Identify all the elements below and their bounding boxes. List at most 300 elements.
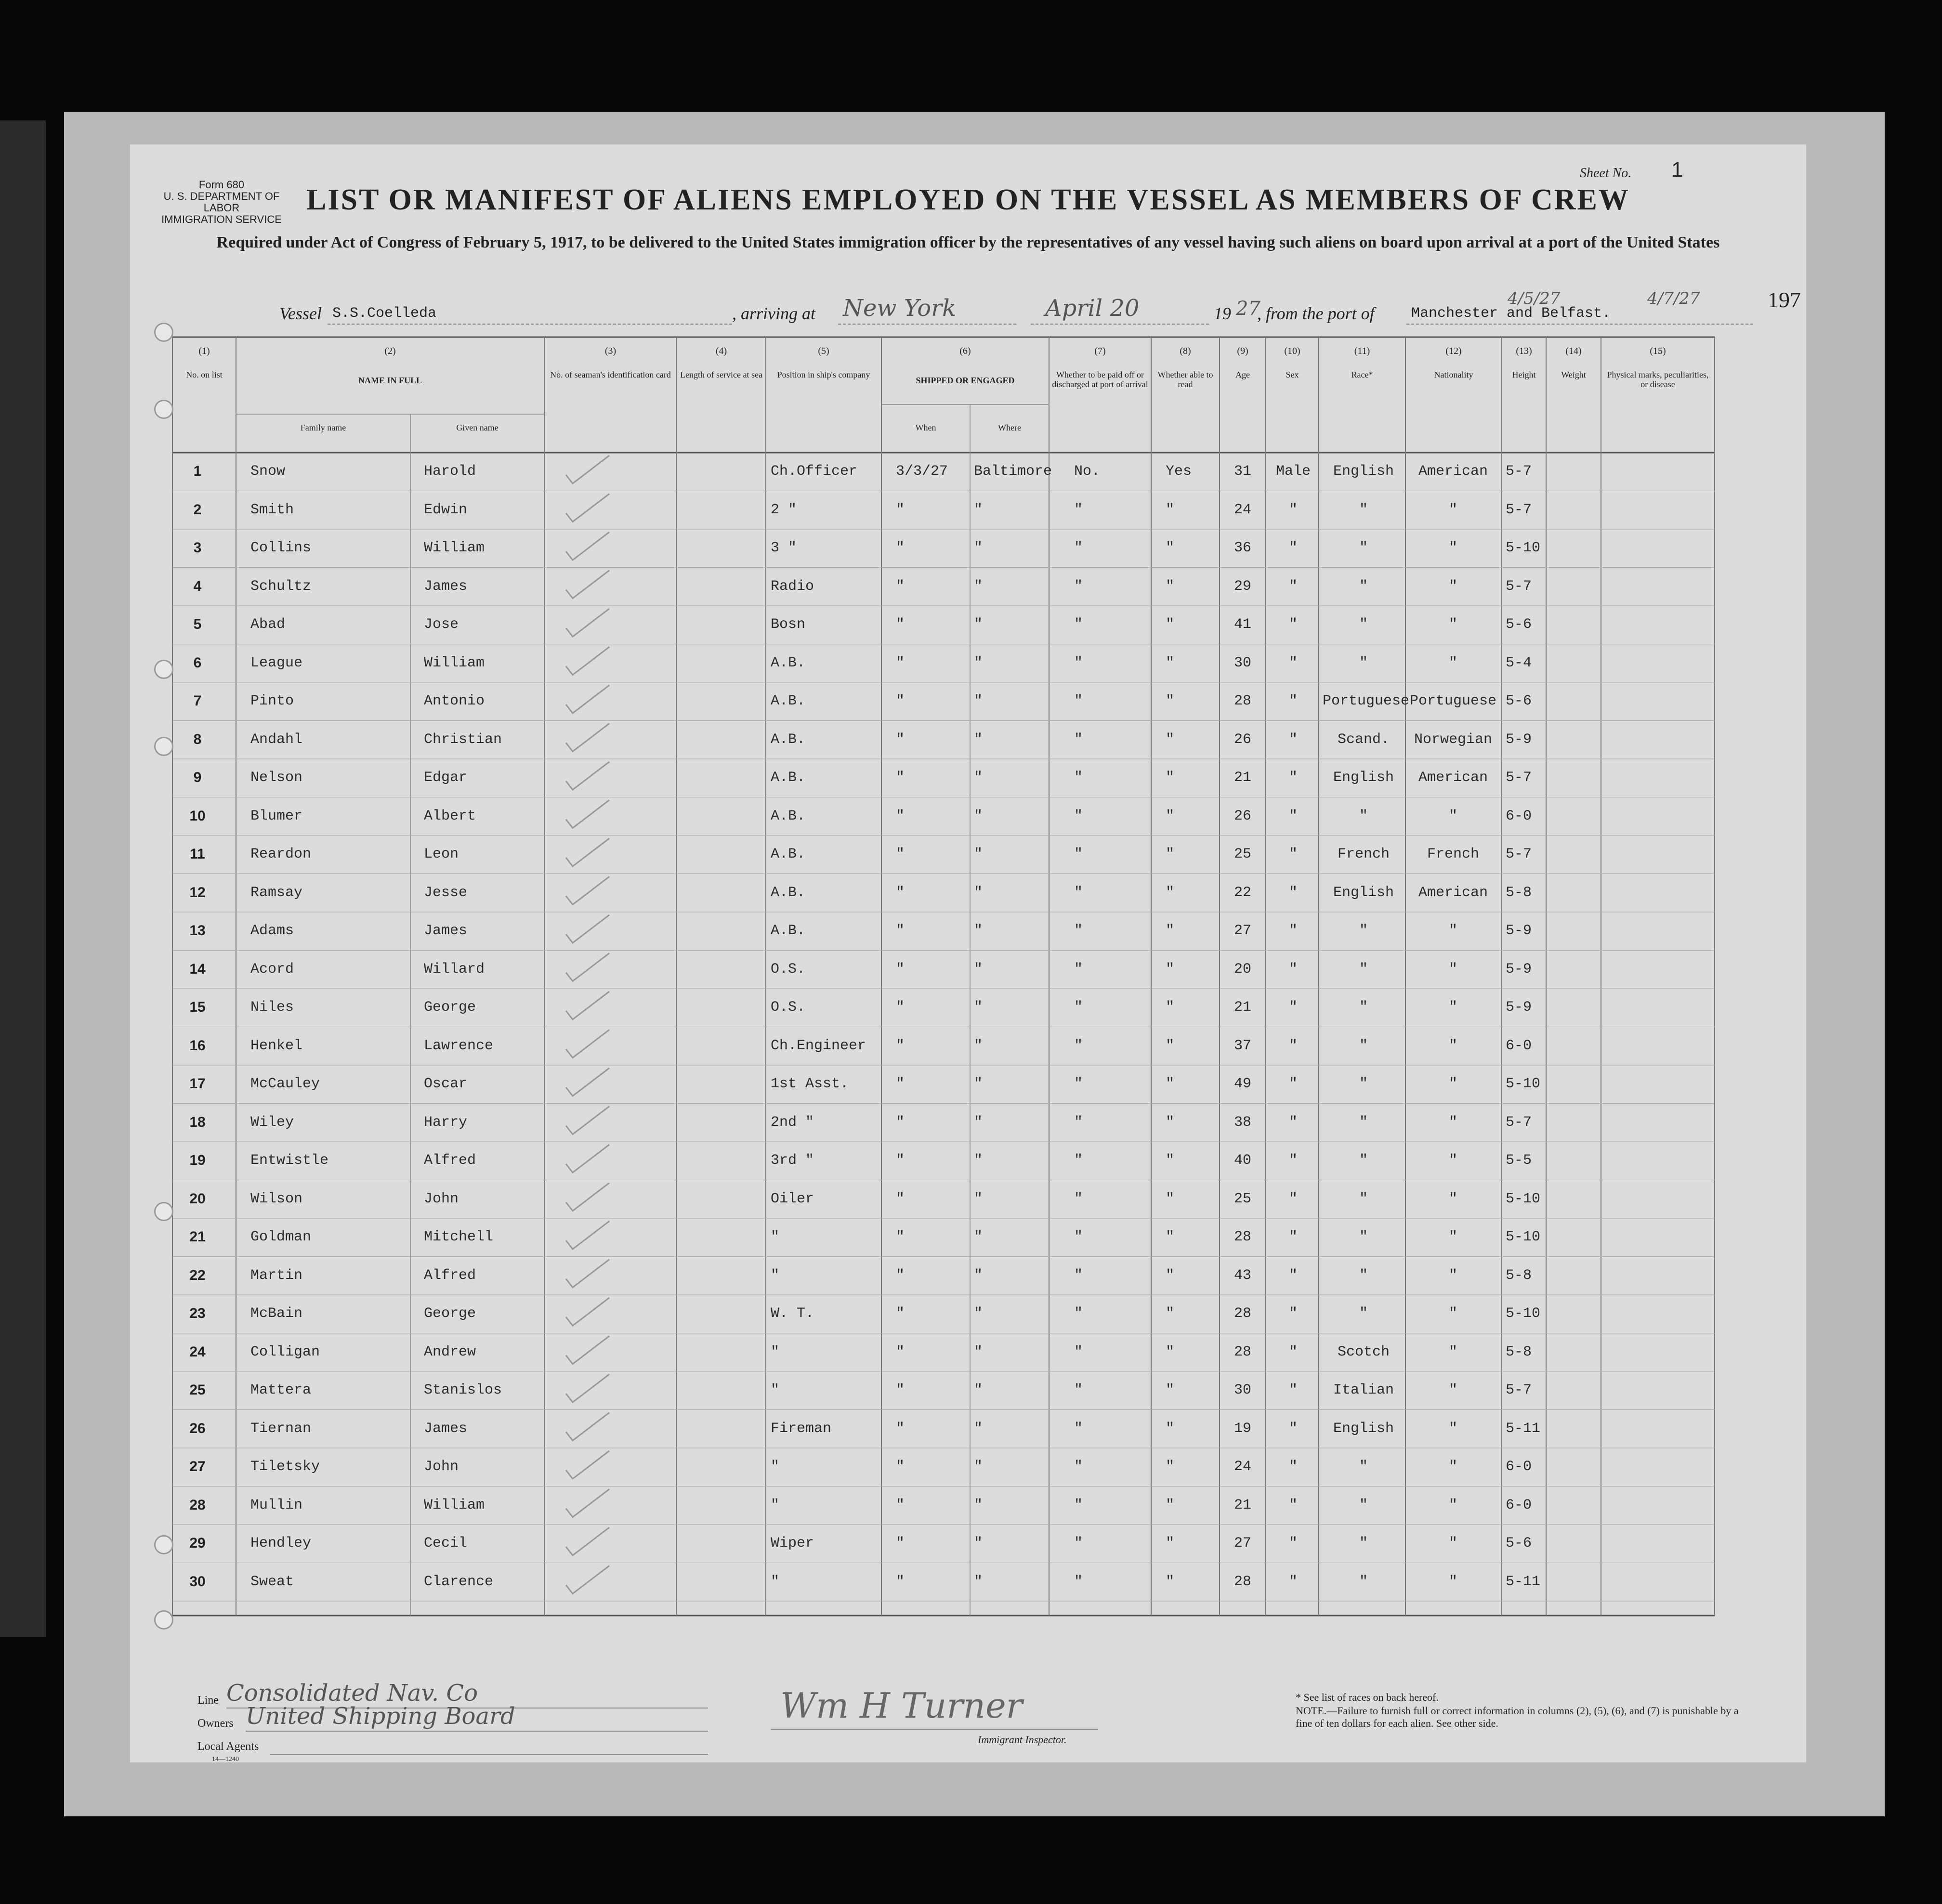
column-subheader: When bbox=[915, 423, 936, 432]
column-header: Physical marks, peculiarities, or disease bbox=[1607, 370, 1709, 389]
cell-height: 6-0 bbox=[1506, 808, 1532, 824]
column-number: (2) bbox=[384, 346, 396, 356]
cell-race: English bbox=[1333, 1420, 1394, 1437]
cell-sex: " bbox=[1288, 961, 1298, 978]
cell-no: 7 bbox=[193, 693, 202, 709]
cell-height: 5-9 bbox=[1506, 999, 1532, 1016]
cell-when: " bbox=[896, 1382, 905, 1398]
cell-no: 14 bbox=[189, 961, 206, 977]
column-number: (12) bbox=[1445, 346, 1462, 356]
cell-height: 5-9 bbox=[1506, 923, 1532, 939]
cell-when: " bbox=[896, 654, 905, 671]
check-mark-icon bbox=[566, 685, 609, 713]
cell-height: 5-7 bbox=[1506, 769, 1532, 786]
cell-position: A.B. bbox=[771, 884, 806, 901]
cell-where: " bbox=[974, 961, 983, 978]
cell-no: 9 bbox=[193, 769, 202, 785]
cell-where: " bbox=[974, 501, 983, 518]
cell-race: " bbox=[1359, 578, 1368, 595]
cell-read: " bbox=[1166, 999, 1175, 1016]
cell-given: Andrew bbox=[424, 1343, 476, 1360]
cell-sex: Male bbox=[1275, 463, 1311, 480]
cell-position: Wiper bbox=[771, 1535, 814, 1552]
cell-nationality: " bbox=[1448, 616, 1457, 633]
cell-race: Scotch bbox=[1337, 1343, 1390, 1360]
cell-given: Oscar bbox=[424, 1076, 468, 1092]
cell-height: 5-9 bbox=[1506, 731, 1532, 748]
column-number: (9) bbox=[1237, 346, 1248, 356]
cell-family: Hendley bbox=[250, 1535, 312, 1552]
cell-given: Harry bbox=[424, 1114, 468, 1131]
cell-given: Clarence bbox=[424, 1573, 494, 1590]
cell-nationality: American bbox=[1418, 884, 1488, 901]
cell-given: Edwin bbox=[424, 501, 468, 518]
cell-where: " bbox=[974, 616, 983, 633]
cell-paid: " bbox=[1074, 578, 1083, 595]
cell-given: James bbox=[424, 923, 468, 939]
cell-paid: " bbox=[1074, 769, 1083, 786]
cell-family: Smith bbox=[250, 501, 294, 518]
form-label: Form 680 U. S. DEPARTMENT OF LABOR IMMIGRATION SERVICE bbox=[161, 179, 282, 225]
cell-age: 28 bbox=[1233, 1343, 1251, 1360]
cell-no: 19 bbox=[189, 1152, 206, 1168]
adjacent-page-edge bbox=[0, 120, 46, 1637]
cell-position: " bbox=[771, 1573, 780, 1590]
check-mark-icon bbox=[566, 647, 609, 675]
cell-given: Jesse bbox=[424, 884, 468, 901]
arrival-date: April 20 bbox=[1045, 295, 1140, 322]
column-number: (15) bbox=[1650, 346, 1666, 356]
cell-paid: " bbox=[1074, 1420, 1083, 1437]
cell-paid: " bbox=[1074, 1114, 1083, 1131]
cell-sex: " bbox=[1288, 1573, 1298, 1590]
cell-nationality: " bbox=[1448, 1573, 1457, 1590]
cell-sex: " bbox=[1288, 1382, 1298, 1398]
cell-when: " bbox=[896, 1573, 905, 1590]
column-subheader: Where bbox=[998, 423, 1021, 432]
cell-position: O.S. bbox=[771, 961, 806, 978]
races-note: * See list of races on back hereof. bbox=[1296, 1691, 1439, 1703]
cell-when: " bbox=[896, 846, 905, 862]
page-title: LIST OR MANIFEST OF ALIENS EMPLOYED ON THE VESSEL AS MEMBERS OF CREW bbox=[306, 183, 1630, 216]
cell-nationality: " bbox=[1448, 1305, 1457, 1322]
cell-family: Entwistle bbox=[250, 1152, 329, 1169]
check-mark-icon bbox=[566, 609, 609, 637]
agents-label: Local Agents bbox=[197, 1740, 259, 1753]
check-mark-icon bbox=[566, 1566, 609, 1594]
cell-height: 5-10 bbox=[1506, 540, 1541, 556]
cell-sex: " bbox=[1288, 769, 1298, 786]
cell-position: A.B. bbox=[771, 808, 806, 824]
cell-no: 16 bbox=[189, 1037, 206, 1054]
cell-family: Martin bbox=[250, 1267, 303, 1284]
column-number: (7) bbox=[1094, 346, 1106, 356]
cell-when: " bbox=[896, 961, 905, 978]
cell-position: Fireman bbox=[771, 1420, 832, 1437]
cell-when: " bbox=[896, 616, 905, 633]
cell-read: " bbox=[1166, 961, 1175, 978]
cell-family: Collins bbox=[250, 540, 312, 556]
cell-nationality: Norwegian bbox=[1414, 731, 1493, 748]
cell-age: 26 bbox=[1233, 808, 1251, 824]
punch-hole bbox=[154, 323, 173, 342]
cell-where: " bbox=[974, 1535, 983, 1552]
cell-no: 13 bbox=[189, 923, 206, 939]
cell-height: 5-6 bbox=[1506, 616, 1532, 633]
cell-family: McBain bbox=[250, 1305, 303, 1322]
cell-sex: " bbox=[1288, 1267, 1298, 1284]
cell-read: " bbox=[1166, 693, 1175, 709]
cell-when: " bbox=[896, 1152, 905, 1169]
check-mark-icon bbox=[566, 991, 609, 1019]
cell-nationality: Portuguese bbox=[1409, 693, 1497, 709]
cell-no: 17 bbox=[189, 1076, 206, 1092]
cell-sex: " bbox=[1288, 1037, 1298, 1054]
cell-race: French bbox=[1337, 846, 1390, 862]
cell-age: 36 bbox=[1233, 540, 1251, 556]
cell-age: 40 bbox=[1233, 1152, 1251, 1169]
cell-height: 5-10 bbox=[1506, 1229, 1541, 1245]
cell-sex: " bbox=[1288, 654, 1298, 671]
cell-height: 5-7 bbox=[1506, 1114, 1532, 1131]
column-number: (8) bbox=[1180, 346, 1191, 356]
cell-paid: " bbox=[1074, 1037, 1083, 1054]
sheet-label: Sheet No. bbox=[1580, 166, 1632, 181]
cell-height: 5-6 bbox=[1506, 693, 1532, 709]
cell-given: George bbox=[424, 999, 476, 1016]
cell-where: " bbox=[974, 1229, 983, 1245]
cell-read: " bbox=[1166, 1305, 1175, 1322]
cell-race: " bbox=[1359, 1305, 1368, 1322]
cell-read: " bbox=[1166, 769, 1175, 786]
cell-height: 5-7 bbox=[1506, 578, 1532, 595]
cell-sex: " bbox=[1288, 578, 1298, 595]
column-header: SHIPPED OR ENGAGED bbox=[916, 376, 1015, 385]
cell-nationality: " bbox=[1448, 1420, 1457, 1437]
cell-position: Oiler bbox=[771, 1190, 814, 1207]
cell-nationality: " bbox=[1448, 1152, 1457, 1169]
cell-sex: " bbox=[1288, 1305, 1298, 1322]
cell-read: " bbox=[1166, 1535, 1175, 1552]
cell-given: James bbox=[424, 578, 468, 595]
cell-family: League bbox=[250, 654, 303, 671]
cell-where: " bbox=[974, 769, 983, 786]
cell-sex: " bbox=[1288, 501, 1298, 518]
cell-paid: " bbox=[1074, 846, 1083, 862]
fine-note: NOTE.—Failure to furnish full or correct information in columns (2), (5), (6), and (7) is punishable by a fine of ten dollars for each alien. See other side. bbox=[1296, 1705, 1739, 1729]
cell-paid: " bbox=[1074, 654, 1083, 671]
cell-paid: " bbox=[1074, 923, 1083, 939]
cell-when: " bbox=[896, 999, 905, 1016]
cell-race: " bbox=[1359, 1152, 1368, 1169]
cell-age: 49 bbox=[1233, 1076, 1251, 1092]
cell-age: 28 bbox=[1233, 1305, 1251, 1322]
cell-family: Mattera bbox=[250, 1382, 312, 1398]
cell-sex: " bbox=[1288, 1459, 1298, 1475]
cell-nationality: " bbox=[1448, 1343, 1457, 1360]
cell-when: " bbox=[896, 769, 905, 786]
arriving-label: , arriving at bbox=[732, 304, 816, 323]
column-header: Sex bbox=[1286, 370, 1299, 379]
cell-position: " bbox=[771, 1497, 780, 1513]
cell-where: " bbox=[974, 1152, 983, 1169]
cell-read: " bbox=[1166, 1114, 1175, 1131]
cell-age: 30 bbox=[1233, 1382, 1251, 1398]
column-number: (13) bbox=[1516, 346, 1532, 356]
cell-when: " bbox=[896, 1420, 905, 1437]
cell-read: " bbox=[1166, 1459, 1175, 1475]
cell-where: " bbox=[974, 731, 983, 748]
owners-value: United Shipping Board bbox=[246, 1703, 515, 1730]
cell-when: " bbox=[896, 1343, 905, 1360]
cell-read: " bbox=[1166, 1420, 1175, 1437]
cell-where: " bbox=[974, 884, 983, 901]
cell-position: O.S. bbox=[771, 999, 806, 1016]
cell-read: " bbox=[1166, 884, 1175, 901]
cell-paid: " bbox=[1074, 1190, 1083, 1207]
cell-position: " bbox=[771, 1229, 780, 1245]
sheet-number: 1 bbox=[1671, 158, 1683, 182]
cell-age: 30 bbox=[1233, 654, 1251, 671]
cell-given: Antonio bbox=[424, 693, 485, 709]
check-mark-icon bbox=[566, 456, 609, 483]
cell-family: Henkel bbox=[250, 1037, 303, 1054]
cell-given: William bbox=[424, 540, 485, 556]
cell-paid: " bbox=[1074, 1573, 1083, 1590]
cell-age: 43 bbox=[1233, 1267, 1251, 1284]
cell-read: " bbox=[1166, 501, 1175, 518]
cell-age: 38 bbox=[1233, 1114, 1251, 1131]
cell-sex: " bbox=[1288, 1076, 1298, 1092]
cell-family: Sweat bbox=[250, 1573, 294, 1590]
cell-family: Reardon bbox=[250, 846, 312, 862]
cell-race: " bbox=[1359, 808, 1368, 824]
cell-age: 37 bbox=[1233, 1037, 1251, 1054]
cell-race: " bbox=[1359, 1573, 1368, 1590]
cell-sex: " bbox=[1288, 1114, 1298, 1131]
cell-family: Mullin bbox=[250, 1497, 303, 1513]
year-label: 19 bbox=[1214, 304, 1231, 323]
cell-no: 12 bbox=[189, 884, 206, 900]
cell-no: 8 bbox=[193, 731, 202, 747]
column-number: (3) bbox=[604, 346, 617, 356]
column-number: (14) bbox=[1565, 346, 1582, 356]
cell-family: Colligan bbox=[250, 1343, 320, 1360]
cell-given: James bbox=[424, 1420, 468, 1437]
cell-position: Radio bbox=[771, 578, 814, 595]
cell-where: " bbox=[974, 846, 983, 862]
cell-where: Baltimore bbox=[974, 463, 1052, 480]
cell-family: Tiletsky bbox=[250, 1459, 320, 1475]
cell-race: Scand. bbox=[1337, 731, 1390, 748]
cell-family: Ramsay bbox=[250, 884, 303, 901]
column-header: Race* bbox=[1351, 370, 1373, 379]
cell-height: 5-7 bbox=[1506, 846, 1532, 862]
cell-where: " bbox=[974, 1343, 983, 1360]
cell-paid: " bbox=[1074, 1343, 1083, 1360]
cell-no: 25 bbox=[189, 1382, 206, 1398]
cell-race: " bbox=[1359, 1190, 1368, 1207]
cell-family: Acord bbox=[250, 961, 294, 978]
cell-when: " bbox=[896, 1305, 905, 1322]
cell-no: 11 bbox=[190, 846, 205, 862]
cell-family: Tiernan bbox=[250, 1420, 312, 1437]
cell-no: 30 bbox=[189, 1573, 206, 1590]
cell-given: Mitchell bbox=[424, 1229, 494, 1245]
cell-no: 18 bbox=[189, 1114, 206, 1130]
cell-position: A.B. bbox=[771, 731, 806, 748]
cell-family: Pinto bbox=[250, 693, 294, 709]
cell-age: 24 bbox=[1233, 1459, 1251, 1475]
column-header: Position in ship's company bbox=[777, 370, 870, 379]
cell-sex: " bbox=[1288, 1535, 1298, 1552]
check-mark-icon bbox=[566, 915, 609, 943]
cell-position: " bbox=[771, 1382, 780, 1398]
cell-race: Italian bbox=[1333, 1382, 1394, 1398]
cell-nationality: " bbox=[1448, 1267, 1457, 1284]
cell-age: 27 bbox=[1233, 1535, 1251, 1552]
cell-given: Christian bbox=[424, 731, 502, 748]
cell-race: " bbox=[1359, 999, 1368, 1016]
cell-when: 3/3/27 bbox=[896, 463, 948, 480]
cell-paid: " bbox=[1074, 693, 1083, 709]
cell-paid: " bbox=[1074, 1229, 1083, 1245]
cell-when: " bbox=[896, 1190, 905, 1207]
cell-race: " bbox=[1359, 540, 1368, 556]
cell-read: Yes bbox=[1166, 463, 1192, 480]
cell-given: John bbox=[424, 1190, 459, 1207]
cell-race: " bbox=[1359, 654, 1368, 671]
cell-where: " bbox=[974, 1573, 983, 1590]
from-port: Manchester and Belfast. bbox=[1411, 305, 1611, 322]
vessel-name: S.S.Coelleda bbox=[332, 305, 437, 322]
check-mark-icon bbox=[566, 1413, 609, 1441]
cell-nationality: American bbox=[1418, 463, 1488, 480]
column-number: (6) bbox=[959, 346, 971, 356]
cell-paid: " bbox=[1074, 731, 1083, 748]
cell-nationality: " bbox=[1448, 1229, 1457, 1245]
cell-height: 5-8 bbox=[1506, 1267, 1532, 1284]
cell-when: " bbox=[896, 1267, 905, 1284]
cell-where: " bbox=[974, 1382, 983, 1398]
cell-no: 29 bbox=[189, 1535, 206, 1551]
check-mark-icon bbox=[566, 1527, 609, 1555]
cell-sex: " bbox=[1288, 846, 1298, 862]
cell-position: A.B. bbox=[771, 846, 806, 862]
cell-age: 21 bbox=[1233, 999, 1251, 1016]
cell-height: 5-10 bbox=[1506, 1076, 1541, 1092]
check-mark-icon bbox=[566, 1221, 609, 1249]
inspector-signature: Wm H Turner bbox=[780, 1685, 1023, 1726]
cell-family: Adams bbox=[250, 923, 294, 939]
cell-sex: " bbox=[1288, 1343, 1298, 1360]
cell-sex: " bbox=[1288, 884, 1298, 901]
cell-race: English bbox=[1333, 769, 1394, 786]
cell-height: 5-7 bbox=[1506, 1382, 1532, 1398]
cell-age: 22 bbox=[1233, 884, 1251, 901]
cell-height: 5-5 bbox=[1506, 1152, 1532, 1169]
check-mark-icon bbox=[566, 1068, 609, 1096]
cell-no: 24 bbox=[189, 1343, 206, 1360]
cell-age: 19 bbox=[1233, 1420, 1251, 1437]
cell-height: 5-8 bbox=[1506, 1343, 1532, 1360]
cell-position: A.B. bbox=[771, 923, 806, 939]
cell-given: Leon bbox=[424, 846, 459, 862]
cell-position: 1st Asst. bbox=[771, 1076, 849, 1092]
column-header: No. of seaman's identification card bbox=[550, 370, 671, 379]
cell-family: McCauley bbox=[250, 1076, 320, 1092]
cell-age: 29 bbox=[1233, 578, 1251, 595]
cell-height: 6-0 bbox=[1506, 1497, 1532, 1513]
check-mark-icon bbox=[566, 1107, 609, 1135]
cell-given: Alfred bbox=[424, 1267, 476, 1284]
cell-race: " bbox=[1359, 1535, 1368, 1552]
column-number: (1) bbox=[198, 346, 210, 356]
punch-hole bbox=[154, 660, 173, 679]
cell-where: " bbox=[974, 1267, 983, 1284]
cell-height: 5-8 bbox=[1506, 884, 1532, 901]
cell-no: 1 bbox=[193, 463, 202, 479]
cell-age: 41 bbox=[1233, 616, 1251, 633]
page-subtitle: Required under Act of Congress of February 5, 1917, to be delivered to the United States immigration officer by the representatives of any vessel having such aliens on board upon arrival at a port of the United States bbox=[216, 234, 1720, 251]
punch-hole bbox=[154, 1610, 173, 1630]
cell-sex: " bbox=[1288, 1152, 1298, 1169]
cell-no: 10 bbox=[189, 808, 206, 824]
cell-read: " bbox=[1166, 846, 1175, 862]
cell-sex: " bbox=[1288, 693, 1298, 709]
check-mark-icon bbox=[566, 571, 609, 599]
cell-read: " bbox=[1166, 1190, 1175, 1207]
cell-race: Portuguese bbox=[1323, 693, 1410, 709]
cell-sex: " bbox=[1288, 1497, 1298, 1513]
cell-position: Ch.Officer bbox=[771, 463, 858, 480]
cell-read: " bbox=[1166, 731, 1175, 748]
cell-when: " bbox=[896, 1076, 905, 1092]
cell-no: 27 bbox=[189, 1459, 206, 1474]
cell-paid: " bbox=[1074, 884, 1083, 901]
cell-no: 5 bbox=[193, 616, 202, 632]
cell-read: " bbox=[1166, 1267, 1175, 1284]
cell-when: " bbox=[896, 923, 905, 939]
cell-family: Nelson bbox=[250, 769, 303, 786]
cell-height: 5-6 bbox=[1506, 1535, 1532, 1552]
vessel-label: Vessel bbox=[279, 304, 322, 323]
column-subheader: Family name bbox=[300, 423, 346, 432]
cell-read: " bbox=[1166, 1573, 1175, 1590]
cell-no: 3 bbox=[193, 540, 202, 556]
cell-read: " bbox=[1166, 1497, 1175, 1513]
cell-race: English bbox=[1333, 884, 1394, 901]
cell-position: " bbox=[771, 1459, 780, 1475]
cell-race: " bbox=[1359, 1229, 1368, 1245]
cell-nationality: American bbox=[1418, 769, 1488, 786]
cell-when: " bbox=[896, 578, 905, 595]
cell-no: 6 bbox=[193, 654, 202, 671]
column-subheader: Given name bbox=[456, 423, 499, 432]
cell-given: William bbox=[424, 1497, 485, 1513]
cell-given: Edgar bbox=[424, 769, 468, 786]
cell-where: " bbox=[974, 1037, 983, 1054]
cell-sex: " bbox=[1288, 1229, 1298, 1245]
cell-sex: " bbox=[1288, 808, 1298, 824]
cell-paid: " bbox=[1074, 1267, 1083, 1284]
check-mark-icon bbox=[566, 1030, 609, 1058]
cell-read: " bbox=[1166, 923, 1175, 939]
cell-sex: " bbox=[1288, 731, 1298, 748]
cell-age: 25 bbox=[1233, 846, 1251, 862]
cell-where: " bbox=[974, 1114, 983, 1131]
arriving-port: New York bbox=[843, 295, 957, 322]
